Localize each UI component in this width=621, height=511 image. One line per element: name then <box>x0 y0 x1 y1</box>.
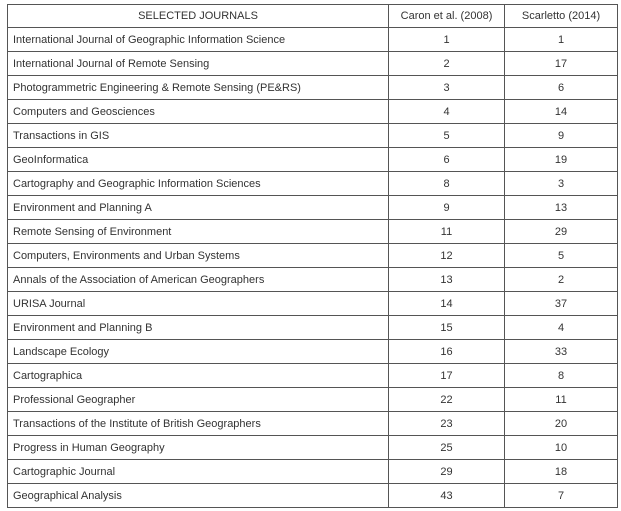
caron-rank-cell: 8 <box>389 172 505 196</box>
caron-rank-cell: 43 <box>389 484 505 508</box>
caron-rank-cell: 9 <box>389 196 505 220</box>
table-row <box>8 412 618 436</box>
journal-name-cell: Professional Geographer <box>8 388 389 412</box>
journal-name-cell: Transactions in GIS <box>8 124 389 148</box>
caron-rank-cell: 23 <box>389 412 505 436</box>
table-row <box>8 388 618 412</box>
header-scarletto-2014: Scarletto (2014) <box>505 5 618 28</box>
table-row <box>8 76 618 100</box>
header-selected-journals: SELECTED JOURNALS <box>8 5 389 28</box>
table-row <box>8 28 618 52</box>
table-row <box>8 268 618 292</box>
scarletto-rank-cell: 1 <box>505 28 618 52</box>
journal-name-cell: International Journal of Geographic Information Science <box>8 28 389 52</box>
caron-rank-cell: 4 <box>389 100 505 124</box>
scarletto-rank-cell: 10 <box>505 436 618 460</box>
journal-name-cell: Computers, Environments and Urban Systems <box>8 244 389 268</box>
journal-name-cell: GeoInformatica <box>8 148 389 172</box>
caron-rank-cell: 6 <box>389 148 505 172</box>
table-row <box>8 484 618 508</box>
scarletto-rank-cell: 18 <box>505 460 618 484</box>
table-row <box>8 172 618 196</box>
caron-rank-cell: 14 <box>389 292 505 316</box>
caron-rank-cell: 13 <box>389 268 505 292</box>
scarletto-rank-cell: 5 <box>505 244 618 268</box>
header-caron-2008: Caron et al. (2008) <box>389 5 505 28</box>
caron-rank-cell: 22 <box>389 388 505 412</box>
scarletto-rank-cell: 3 <box>505 172 618 196</box>
scarletto-rank-cell: 6 <box>505 76 618 100</box>
table-row <box>8 364 618 388</box>
journal-name-cell: Computers and Geosciences <box>8 100 389 124</box>
scarletto-rank-cell: 14 <box>505 100 618 124</box>
table-row <box>8 100 618 124</box>
table-header-row <box>8 5 618 28</box>
scarletto-rank-cell: 2 <box>505 268 618 292</box>
journal-name-cell: Cartographic Journal <box>8 460 389 484</box>
scarletto-rank-cell: 11 <box>505 388 618 412</box>
journal-name-cell: Annals of the Association of American Geographers <box>8 268 389 292</box>
scarletto-rank-cell: 19 <box>505 148 618 172</box>
table-row <box>8 124 618 148</box>
table-body <box>8 28 618 508</box>
caron-rank-cell: 1 <box>389 28 505 52</box>
journal-name-cell: International Journal of Remote Sensing <box>8 52 389 76</box>
caron-rank-cell: 15 <box>389 316 505 340</box>
scarletto-rank-cell: 20 <box>505 412 618 436</box>
caron-rank-cell: 12 <box>389 244 505 268</box>
table-row <box>8 196 618 220</box>
caron-rank-cell: 5 <box>389 124 505 148</box>
caron-rank-cell: 25 <box>389 436 505 460</box>
journal-name-cell: Progress in Human Geography <box>8 436 389 460</box>
caron-rank-cell: 3 <box>389 76 505 100</box>
caron-rank-cell: 11 <box>389 220 505 244</box>
scarletto-rank-cell: 33 <box>505 340 618 364</box>
table-row <box>8 52 618 76</box>
scarletto-rank-cell: 37 <box>505 292 618 316</box>
table-row <box>8 316 618 340</box>
scarletto-rank-cell: 13 <box>505 196 618 220</box>
journal-name-cell: Geographical Analysis <box>8 484 389 508</box>
table-row <box>8 292 618 316</box>
journal-name-cell: Environment and Planning B <box>8 316 389 340</box>
scarletto-rank-cell: 29 <box>505 220 618 244</box>
journal-name-cell: Photogrammetric Engineering & Remote Sensing (PE&RS) <box>8 76 389 100</box>
caron-rank-cell: 29 <box>389 460 505 484</box>
caron-rank-cell: 17 <box>389 364 505 388</box>
scarletto-rank-cell: 7 <box>505 484 618 508</box>
journal-name-cell: Remote Sensing of Environment <box>8 220 389 244</box>
table-row <box>8 460 618 484</box>
journal-name-cell: Cartographica <box>8 364 389 388</box>
journal-name-cell: URISA Journal <box>8 292 389 316</box>
journal-name-cell: Landscape Ecology <box>8 340 389 364</box>
table-row <box>8 436 618 460</box>
journal-name-cell: Environment and Planning A <box>8 196 389 220</box>
caron-rank-cell: 2 <box>389 52 505 76</box>
table-row <box>8 220 618 244</box>
table-row <box>8 148 618 172</box>
caron-rank-cell: 16 <box>389 340 505 364</box>
scarletto-rank-cell: 17 <box>505 52 618 76</box>
scarletto-rank-cell: 9 <box>505 124 618 148</box>
journal-name-cell: Cartography and Geographic Information Sciences <box>8 172 389 196</box>
scarletto-rank-cell: 8 <box>505 364 618 388</box>
journal-ranking-table <box>7 4 618 508</box>
table-row <box>8 244 618 268</box>
journal-name-cell: Transactions of the Institute of British Geographers <box>8 412 389 436</box>
scarletto-rank-cell: 4 <box>505 316 618 340</box>
table-row <box>8 340 618 364</box>
